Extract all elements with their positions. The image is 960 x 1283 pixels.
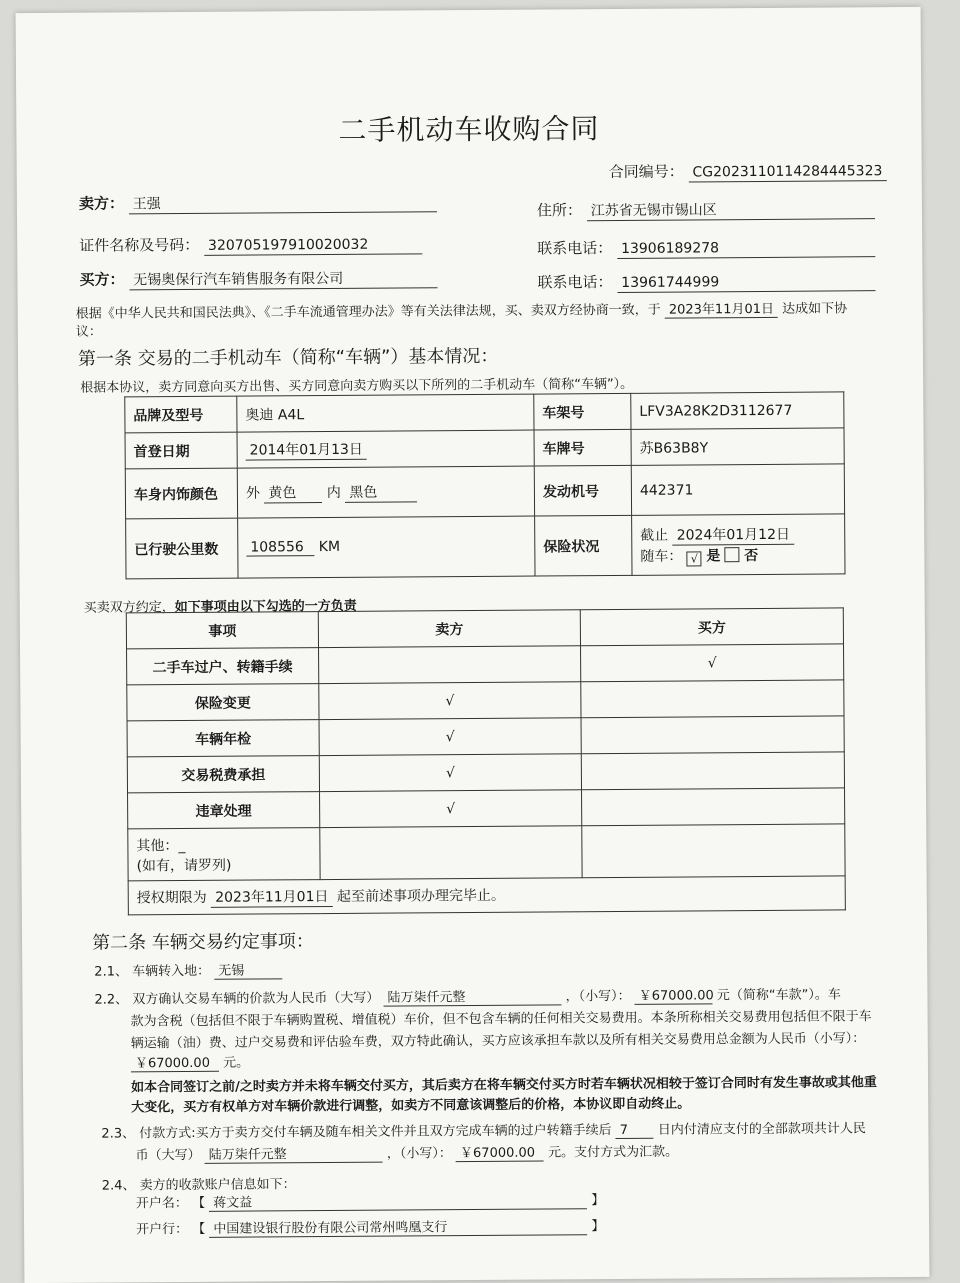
id-label: 证件名称及号码：: [79, 235, 200, 255]
resp-buyer-mark: [581, 716, 844, 754]
vehicle-table: [124, 391, 845, 579]
contract-number: [609, 159, 887, 183]
interior-label: 内: [326, 484, 341, 502]
seller-phone-value: 13906189278: [617, 238, 875, 259]
account-name-row: [136, 1189, 605, 1212]
resp-buyer-mark: [581, 752, 844, 790]
reg-date-value: 2014年01月13日: [246, 439, 367, 461]
reg-date-label: 首登日期: [125, 432, 237, 469]
resp-item: 车辆年检: [127, 720, 319, 757]
buyer-phone-label: 联系电话：: [537, 273, 613, 292]
responsibility-heading-bold: 如下事项由以下勾选的一方负责: [174, 598, 357, 616]
auth-date: 2023年11月01日: [211, 886, 332, 908]
responsibility-table: [126, 607, 846, 915]
table-row: [127, 680, 844, 721]
bracket-right: 】: [591, 1219, 605, 1235]
insurance-cell: [632, 514, 845, 575]
bold-clause-line-2: 大变化，买方有权单方对车辆价款进行调整，如卖方不同意该调整后的价格，本协议即自动终止。: [131, 1096, 691, 1116]
transfer-location: 无锡: [214, 959, 282, 979]
clause-2-1: [94, 959, 282, 980]
yes-checkbox[interactable]: √: [687, 551, 702, 566]
col-item-header: 事项: [126, 612, 318, 649]
other-cell: [128, 828, 320, 881]
intro-date: 2023年11月01日: [665, 298, 778, 319]
intro-line-2: 议：: [75, 324, 102, 340]
resp-item: 交易税费承担: [127, 756, 319, 793]
resp-item: 保险变更: [127, 684, 319, 721]
price-lowercase: ￥67000.00: [635, 984, 713, 1005]
other-seller: [320, 826, 582, 880]
vin-label: 车架号: [534, 393, 631, 430]
clause-2-3-text-e: 元。支付方式为汇款。: [548, 1144, 679, 1161]
article-1-subtext: 根据本协议，卖方同意向买方出售、买方同意向卖方购买以下所列的二手机动车（简称“车辆”）。: [80, 376, 634, 396]
clause-2-4-text: 卖方的收款账户信息如下：: [139, 1177, 296, 1194]
table-row: [127, 752, 844, 793]
other-label: 其他：: [136, 837, 179, 854]
buyer-phone-value: 13961744999: [617, 272, 875, 293]
color-label: 车身内饰颜色: [125, 468, 237, 519]
clause-2-1-number: 2.1、: [94, 964, 129, 980]
brand-label: 品牌及型号: [125, 396, 237, 433]
clause-2-2-line-3: 辆运输（油）费、过户交易费和评估验车费，双方特此确认，买方应该承担车款以及所有相关交易费用总金额为人民币（小写）：: [130, 1031, 866, 1052]
no-checkbox[interactable]: [725, 547, 740, 562]
resp-seller-mark: √: [319, 754, 581, 792]
resp-buyer-mark: [581, 680, 844, 718]
contract-number-label: 合同编号：: [608, 162, 684, 182]
bracket-left: 【: [192, 1221, 206, 1237]
bank-name: 中国建设银行股份有限公司常州鸣凰支行: [209, 1215, 587, 1238]
mileage-value: 108556: [246, 539, 314, 556]
insurance-follow-label: 随车：: [640, 548, 683, 565]
insurance-label: 保险状况: [535, 515, 632, 576]
resp-seller-mark: √: [319, 682, 581, 720]
payment-days: 7: [616, 1123, 654, 1139]
clause-2-2-line-1: [94, 983, 841, 1008]
total-amount: ￥67000.00: [131, 1052, 219, 1073]
clause-2-3-line-2: [135, 1141, 678, 1165]
resp-item: 二手车过户、转籍手续: [127, 648, 319, 685]
bank-row: [136, 1215, 605, 1238]
authorization-cell: [128, 876, 845, 915]
price-uppercase: 陆万柒仟元整: [383, 985, 561, 1006]
insurance-expire-date: 2024年01月12日: [673, 523, 794, 545]
resp-seller-mark: √: [320, 790, 582, 828]
contract-page: [16, 7, 930, 1283]
address-value: 江苏省无锡市锡山区: [587, 200, 875, 221]
address-label: 住所：: [536, 201, 583, 220]
clause-2-1-text: 车辆转入地：: [132, 963, 211, 980]
color-cell: [237, 466, 534, 518]
other-note: (如有，请罗列): [136, 857, 232, 874]
auth-label: 授权期限为: [136, 889, 207, 907]
resp-seller-mark: [319, 646, 581, 684]
buyer-row: [79, 266, 437, 290]
intro-line-1: [76, 297, 848, 322]
page-title: 二手机动车收购合同: [338, 112, 600, 147]
buyer-phone-row: [537, 269, 875, 293]
clause-2-3-text: 付款方式:买方于卖方交付车辆及随车相关文件并且双方完成车辆的过户转籍手续后: [139, 1123, 612, 1142]
article-1-heading: 第一条 交易的二手机动车（简称“车辆”）基本情况：: [77, 345, 499, 370]
brand-value: 奥迪 A4L: [237, 394, 534, 432]
bracket-right: 】: [591, 1193, 605, 1209]
col-seller-header: 卖方: [318, 610, 580, 648]
clause-2-2-text: 双方确认交易车辆的价款为人民币（大写）: [132, 990, 380, 1008]
table-row: [127, 644, 844, 685]
exterior-label: 外: [245, 485, 260, 502]
payment-uppercase: 陆万柒仟元整: [205, 1143, 383, 1164]
account-name: 蒋文益: [209, 1189, 587, 1212]
yes-label: 是: [706, 547, 721, 564]
auth-tail: 起至前述事项办理完毕止。: [336, 887, 505, 905]
mileage-unit: KM: [318, 538, 341, 556]
table-row: [127, 716, 844, 757]
engine-value: 442371: [631, 464, 844, 515]
id-value: 320705197910020032: [204, 235, 422, 256]
table-row: [128, 788, 845, 829]
clause-2-3-number: 2.3、: [101, 1126, 136, 1142]
seller-name: 王强: [129, 193, 437, 214]
seller-phone-row: [537, 235, 875, 259]
other-value: _: [178, 837, 186, 854]
insurance-expire-label: 截止: [640, 527, 669, 544]
clause-2-3-text-b: 日内付清应支付的全部款项共计人民: [657, 1121, 866, 1138]
intro-text-tail: 达成如下协: [782, 301, 848, 317]
clause-2-2-line-2: 款为含税（包括但不限于车辆购置税、增值税）车价，但不包含车辆的任何相关交易费用。本条所称相关交易费用包括但不限于车: [130, 1009, 872, 1030]
reg-date-cell: [237, 430, 534, 468]
vin-value: LFV3A28K2D3112677: [631, 392, 844, 429]
no-label: 否: [744, 547, 759, 564]
clause-2-3-text-c: 币（大写）: [135, 1147, 201, 1164]
id-row: [79, 232, 422, 256]
address-row: [537, 197, 875, 221]
buyer-label: 买方：: [79, 270, 125, 289]
seller-row: [79, 190, 437, 214]
responsibility-heading-text: 买卖双方约定，: [83, 600, 175, 616]
intro-text: 根据《中华人民共和国民法典》、《二手车流通管理办法》等有关法律法规，买、卖双方经协商一致，于: [75, 302, 661, 322]
interior-color: 黑色: [345, 481, 417, 503]
resp-item: 违章处理: [128, 792, 320, 829]
clause-2-3-line-1: [101, 1117, 866, 1142]
other-buyer: [582, 824, 845, 878]
resp-buyer-mark: √: [581, 644, 844, 682]
bracket-left: 【: [191, 1195, 206, 1211]
col-buyer-header: 买方: [580, 608, 843, 646]
seller-phone-label: 联系电话：: [537, 239, 613, 258]
clause-2-2-number: 2.2、: [94, 992, 129, 1008]
plate-value: 苏B63B8Y: [631, 428, 844, 465]
clause-2-4-number: 2.4、: [101, 1178, 136, 1194]
exterior-color: 黄色: [264, 482, 322, 503]
engine-label: 发动机号: [534, 465, 631, 516]
contract-number-value: CG2023110114284445323: [688, 162, 886, 182]
article-2-heading: 第二条 车辆交易约定事项：: [91, 931, 314, 954]
plate-label: 车牌号: [534, 429, 631, 466]
payment-lowercase: ￥67000.00: [456, 1142, 544, 1163]
buyer-name: 无锡奥保行汽车销售服务有限公司: [129, 269, 437, 290]
total-amount-unit: 元。: [223, 1055, 250, 1071]
bold-clause-line-1: 如本合同签订之前/之时卖方并未将车辆交付买方，其后卖方在将车辆交付买方时若车辆状况相较于签订合同时有发生事故或其他重: [131, 1075, 877, 1096]
clause-2-2-text-b: ，（小写）：: [565, 988, 631, 1005]
bank-label: 开户行：: [136, 1222, 189, 1238]
seller-label: 卖方：: [78, 194, 124, 213]
mileage-cell: [238, 516, 535, 578]
clause-2-3-text-d: ，（小写）：: [386, 1146, 452, 1162]
clause-2-2-text-c: 元（简称“车款”）。车: [716, 987, 841, 1004]
resp-buyer-mark: [582, 788, 845, 826]
resp-seller-mark: √: [319, 718, 581, 756]
account-name-label: 开户名：: [135, 1196, 188, 1212]
clause-2-2-line-4: [131, 1052, 249, 1073]
mileage-label: 已行驶公里数: [126, 518, 238, 579]
